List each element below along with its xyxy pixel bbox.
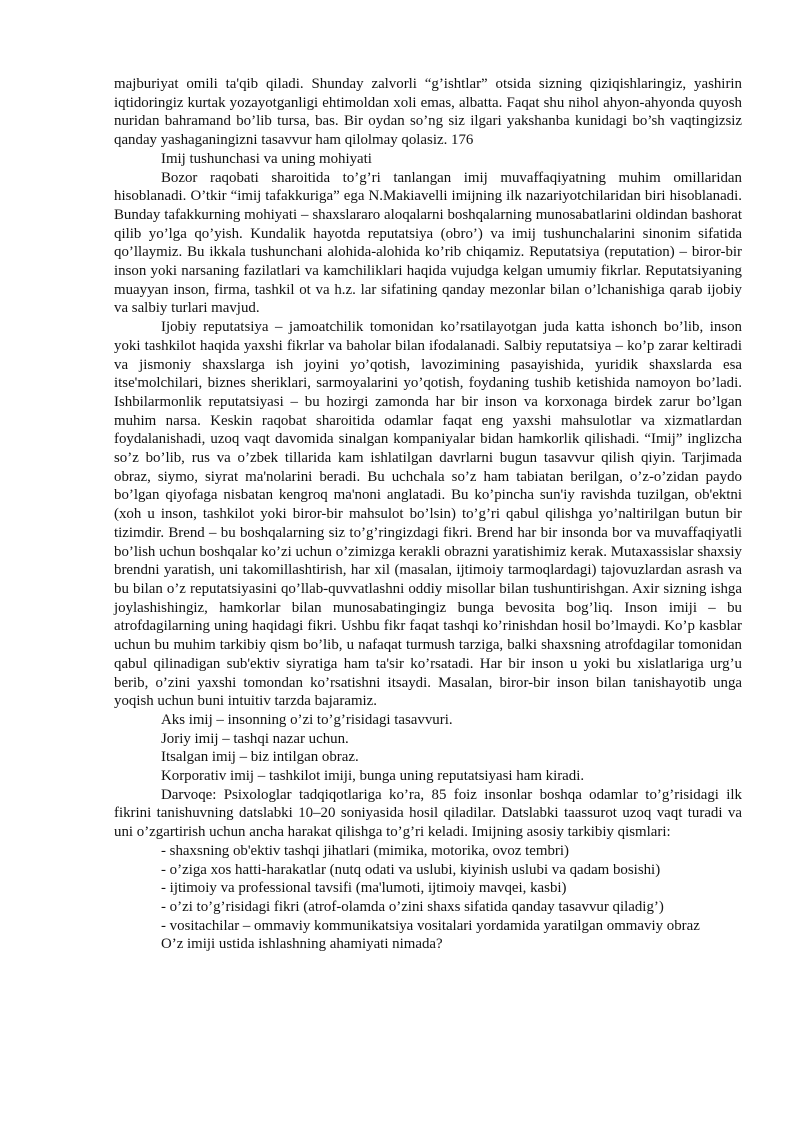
list-item: - o’zi to’g’risidagi fikri (atrof-olamda o’zini shaxs sifatida qanday tasavvur qiladig’) [161,898,664,915]
document-body [114,75,742,954]
closing-question: O’z imiji ustida ishlashning ahamiyati nimada? [161,936,443,953]
paragraph-psychologists: Darvoqe: Psixologlar tadqiqotlariga ko’ra, 85 foiz insonlar boshqa odamlar to’g’risidagi ilk fikrini tanishuvning datslabki 10–20 soniyasida hosil qiladilar. Datslabki taassurot uzoq vaqt turadi va uni o’zgartirish uchun ancha harakat qilishga to’g’ri keladi. Imijning asosiy tarkibiy qismlari: [114,786,742,841]
definition-itsalgan-imij: Itsalgan imij – biz intilgan obraz. [161,749,359,766]
definition-joriy-imij: Joriy imij – tashqi nazar uchun. [161,730,349,747]
list-item: - shaxsning ob'ektiv tashqi jihatlari (mimika, motorika, ovoz tembri) [161,842,569,859]
definition-aks-imij: Aks imij – insonning o’zi to’g’risidagi tasavvuri. [161,711,453,728]
list-item: - o’ziga xos hatti-harakatlar (nutq odati va uslubi, kiyinish uslubi va qadam bosishi) [161,861,661,878]
paragraph-intro: majburiyat omili ta'qib qiladi. Shunday zalvorli “g’ishtlar” otsida sizning qiziqishlaringiz, yashirin iqtidoringiz kurtak yozayotganligi ehtimoldan xoli emas, albatta. Faqat shu nihol ahyon-ahyonda quyosh nuridan bahramand bo’lib tursa, bas. Bir oydan so’ng siz ilgari yakshanba kunidagi bo’sh vaqtingizsiz qanday yashaganingizni tasavvur ham qilolmay qolasiz. 176 [114,76,742,149]
list-item: - vositachilar – ommaviy kommunikatsiya vositalari yordamida yaratilgan ommaviy obraz [161,917,700,934]
paragraph-positive-reputation: Ijobiy reputatsiya – jamoatchilik tomonidan ko’rsatilayotgan juda katta ishonch bo’lib, inson yoki tashkilot haqida yaxshi fikrlar va baholar bilan ifodalanadi. Salbiy reputatsiya – ko’p zarar keltiradi va jismoniy shaxslarga ish joyini yo’qotish, lavozimining pasayishida, yuridik shaxslarda esa itse'molchilari, biznes sheriklari, sarmoyalarini yo’qotish, foydaning tushib ketishida namoyon bo’ladi. Ishbilarmonlik reputatsiyasi – bu hozirgi zamonda har bir inson va korxonaga birdek zarur bo’lgan muhim narsa. Keskin raqobat sharoitida odamlar faqat eng yaxshi mahsulotlar va xizmatlardan foydalanishadi, uzoq vaqt davomida sinalgan kompaniyalar bidan hamkorlik qilishadi. “Imij” inglizcha so’z bo’lib, rus va o’zbek tillarida kam ishlatilgan davrlarni bugun tasavvur qilish qiyin. Tarjimada obraz, siymo, siyrat ma'nolarini beradi. Bu uchchala so’z ham tabiatan berilgan, o’z-o’zidan paydo bo’lgan qiyofaga nisbatan kengroq ma'noni anglatadi. Bu ko’pincha sun'iy ravishda tuzilgan, ob'ektni (xoh u inson, tashkilot yoki biror-bir mahsulot bo’lsin) to’g’ri qabul qilishga yo’naltirilgan butun bir tizimdir. Brend – bu boshqalarning siz to’g’ringizdagi fikri. Brend har bir insonda bor va muvaffaqiyatli bo’lish uchun boshqalar ko’zi uchun o’zimizga kerakli obrazni yaratishimiz kerak. Mutaxassislar shaxsiy brendni yaratish, uni takomillashtirish, har xil (masalan, ijtimoiy tarmoqlardagi) tajovuzlardan asrash va bu bilan o’z reputatsiyasini qo’llab-quvvatlashni oddiy misollar bilan tushuntirishgan. Axir sizning ishga joylashishingiz, hamkorlar bilan munosabatingingiz bunga bevosita bog’liq. Inson imiji – bu atrofdagilarning uning haqidagi fikri. Ushbu fikr faqat tashqi ko’rinishdan hosil bo’lmaydi. Ko’p kasblar uchun bu muhim tarkibiy qism bo’lib, u nafaqat turmush tarziga, balki shaxsning atrofdagilar tomonidan qabul qilinadigan sub'ektiv siyratiga ham ta'sir ko’rsatadi. Har bir inson u yoki bu xislatlariga urg’u berib, o’zini yaxshi tomondan ko’rsatishni itsaydi. Masalan, biror-bir inson bilan tanishayotib unga yoqish uchun buni intuitiv tarzda bajaramiz. [114,319,742,710]
paragraph-reputation: Bozor raqobati sharoitida to’g’ri tanlangan imij muvaffaqiyatning muhim omillaridan hisoblanadi. O’tkir “imij tafakkuriga” ega N.Makiavelli imijning ilk nazariyotchilaridan biri hisoblanadi. Bunday tafakkurning mohiyati – shaxslararo aloqalarni boshqalarning munosabatlarini oldindan bashorat qilib yo’lga qo’yish. Kundalik hayotda reputatsiya (obro’) va imij tushunchalarini sinonim sifatida qo’llaymiz. Bu ikkala tushunchani alohida-alohida ko’rib chiqamiz. Reputatsiya (reputation) – biror-bir inson yoki narsaning fazilatlari va kamchiliklari haqida vujudga kelgan umumiy fikrlar. Reputatsiyaning muayyan inson, firma, tashkil ot va h.z. lar sifatining qanday mezonlar bilan o’lchanishiga qarab ijobiy va salbiy turlari mavjud. [114,169,742,317]
section-heading-imij: Imij tushunchasi va uning mohiyati [161,150,372,167]
list-item: - ijtimoiy va professional tavsifi (ma'lumoti, ijtimoiy mavqei, kasbi) [161,880,567,897]
definition-korporativ-imij: Korporativ imij – tashkilot imiji, bunga uning reputatsiyasi ham kiradi. [161,768,585,785]
